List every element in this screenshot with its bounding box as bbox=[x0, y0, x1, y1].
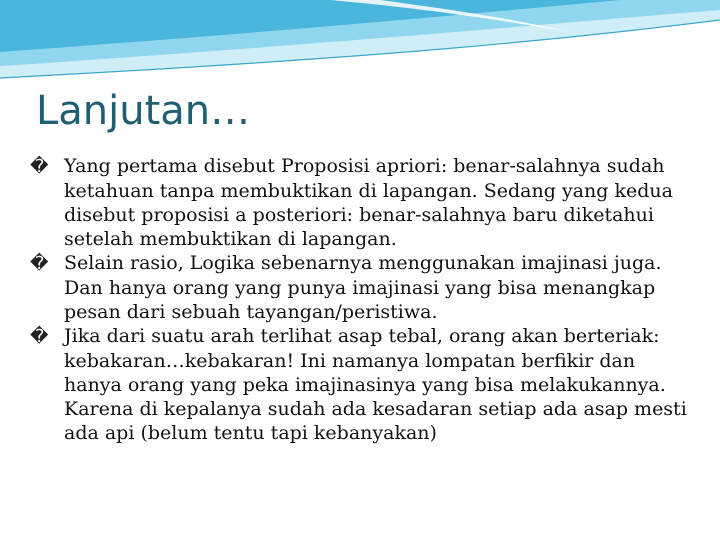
bullet-text: Yang pertama disebut Proposisi apriori: benar-salahnya sudah ketahuan tanpa membuktikan di lapangan. Sedang yang kedua disebut proposisi a posteriori: benar-salahnya baru diketahui setelah membuktikan di lapangan. bbox=[64, 155, 673, 250]
bullet-list bbox=[30, 154, 690, 445]
bullet-glyph-icon: � bbox=[30, 326, 49, 347]
slide-title: Lanjutan… bbox=[36, 88, 251, 134]
bullet-text: Selain rasio, Logika sebenarnya menggunakan imajinasi juga. Dan hanya orang yang punya imajinasi yang bisa menangkap pesan dari sebuah tayangan/peristiwa. bbox=[64, 252, 662, 323]
bullet-item-3 bbox=[30, 324, 690, 445]
bullet-item-1 bbox=[30, 154, 690, 251]
bullet-glyph-icon: � bbox=[30, 253, 49, 274]
bullet-glyph-icon: � bbox=[30, 156, 49, 177]
bullet-item-2 bbox=[30, 251, 690, 324]
bullet-text: Jika dari suatu arah terlihat asap tebal, orang akan berteriak: kebakaran…kebakaran! Ini namanya lompatan berfikir dan hanya orang yang peka imajinasinya yang bisa melakukannya. Karena di kepalanya sudah ada kesadaran setiap ada asap mesti ada api (belum tentu tapi kebanyakan) bbox=[64, 325, 687, 444]
header-wave-decoration bbox=[0, 0, 720, 90]
